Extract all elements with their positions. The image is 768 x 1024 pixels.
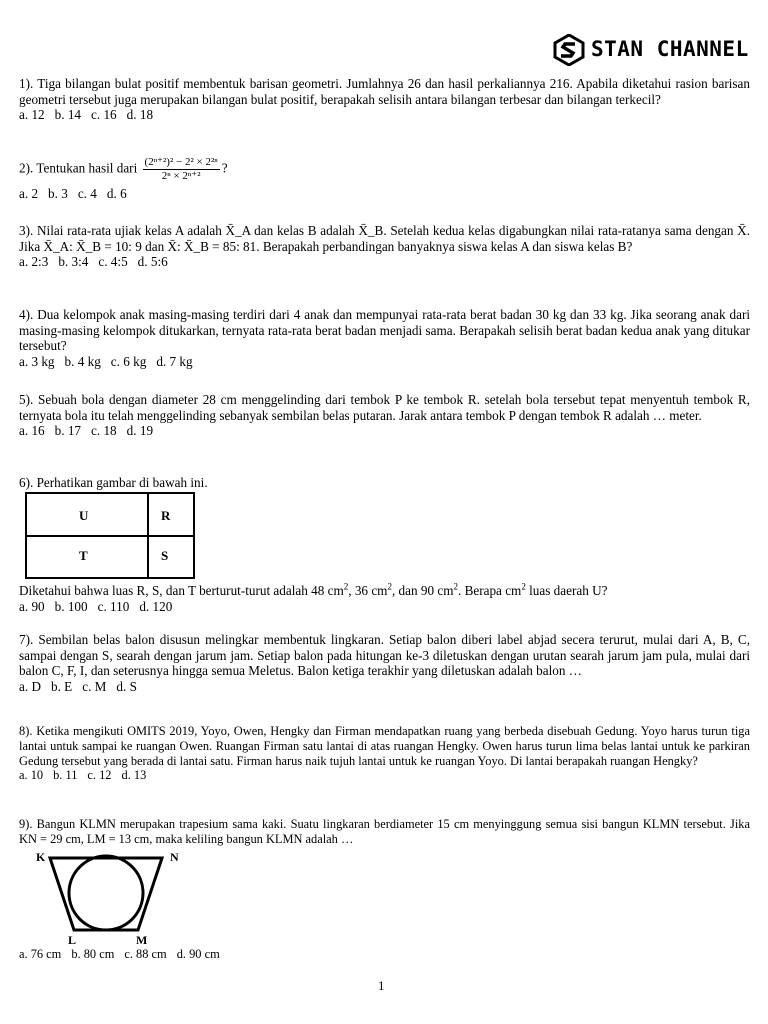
option-b: b. 4 kg: [64, 353, 101, 369]
option-a: a. 3 kg: [19, 353, 55, 369]
question-text: Tiga bilangan bulat positif membentuk barisan geometri. Jumlahnya 26 dan hasil perkaliannya 216. Apabila diketahui rasion barisan geometri tersebut juga merupakan bilangan bulat positif, berapakah selisih antara bilangan terbesar dan bilangan terkecil?: [19, 76, 750, 107]
option-c: c. 4: [77, 186, 97, 201]
region-grid-figure: [25, 492, 195, 579]
question-number: 3).: [19, 223, 34, 238]
fraction-numerator: (2ⁿ⁺²)² − 2² × 2²ⁿ: [144, 156, 218, 168]
question-number: 2).: [19, 160, 34, 176]
answer-options: [19, 599, 750, 615]
region-s-label: S: [161, 548, 169, 563]
option-d: d. S: [116, 678, 137, 694]
question-text: Ketika mengikuti OMITS 2019, Yoyo, Owen, Hengky dan Firman mendapatkan ruang yang berbeda disebuah Gedung. Yoyo harus turun tiga lantai untuk sampai ke ruangan Owen. Ruangan Firman satu lantai di atas ruangan Hengky. Owen harus turun lima belas lantai untuk ke parkiran Gedung tersebut yang berada di lantai satu. Firman harus naik tujuh lantai untuk ke ruangan Yoyo. Di lantai berapakah ruangan Hengky?: [19, 724, 750, 768]
option-a: a. 90: [19, 598, 45, 614]
option-a: a. 76 cm: [19, 947, 62, 961]
option-d: d. 90 cm: [176, 947, 220, 961]
trapezoid-circle-figure: [30, 848, 190, 948]
option-c: c. 6 kg: [110, 353, 147, 369]
question-number: 1).: [19, 76, 34, 91]
question-5: [19, 392, 750, 439]
vertex-l-label: L: [68, 933, 77, 947]
page-number: 1: [378, 978, 385, 993]
question-6: [19, 583, 750, 614]
option-c: c. 18: [91, 423, 117, 439]
option-d: d. 7 kg: [156, 353, 193, 369]
question-number: 8).: [19, 724, 33, 738]
question-text: Perhatikan gambar di bawah ini.: [36, 475, 208, 490]
option-c: c. 12: [87, 768, 112, 783]
option-b: b. 14: [54, 107, 82, 123]
question-2: [19, 156, 750, 202]
option-a: a. D: [19, 678, 41, 694]
option-b: b. E: [50, 678, 73, 694]
option-c: c. 110: [97, 598, 130, 614]
answer-options: [19, 947, 750, 963]
brand-header: [553, 34, 749, 66]
option-d: d. 120: [139, 598, 173, 614]
question-6-intro: [19, 475, 750, 491]
option-a: a. 2: [19, 186, 39, 201]
region-t-label: T: [79, 548, 88, 563]
region-r-label: R: [161, 508, 171, 523]
answer-options: [19, 423, 750, 439]
answer-options: [19, 354, 750, 370]
question-8: [19, 724, 750, 783]
question-text: Sembilan belas balon disusun melingkar membentuk lingkaran. Setiap balon diberi label abjad secera terurut, mulai dari A, B, C, sampai dengan S, searah dengan jarum jam. Setiap balon pada hitungan ke-3 diletuskan dengan urutan searah jarum jam pula, mulai dari balon C, F, I, dan seterusnya hingga semua Meletus. Balon ketiga terakhir yang diletuskan adalah balon …: [19, 632, 751, 679]
option-a: a. 16: [19, 423, 45, 439]
option-a: a. 10: [19, 768, 44, 783]
answer-options: [19, 254, 750, 270]
s-hexagon-logo-icon: [553, 34, 585, 66]
fraction-denominator: 2ⁿ × 2ⁿ⁺²: [161, 170, 201, 182]
vertex-k-label: K: [36, 850, 46, 864]
option-b: b. 80 cm: [71, 947, 115, 961]
question-9-options: [19, 947, 750, 963]
option-b: b. 11: [53, 768, 78, 783]
option-c: c. 88 cm: [124, 947, 167, 961]
option-c: c. M: [82, 678, 107, 694]
answer-options: [19, 186, 750, 202]
question-number: 4).: [19, 307, 34, 322]
question-text: Nilai rata-rata ujiak kelas A adalah X̄_A dan kelas B adalah X̄_B. Setelah kedua kelas digabungkan nilai rata-ratanya sama dengan X̄. Jika X̄_A: X̄_B = 10: 9 dan X̄: X̄_B = 85: 81. Berapakah perbandingan banyaknya siswa kelas A dan siswa kelas B?: [19, 223, 750, 254]
question-number: 5).: [19, 392, 34, 407]
question-text: Sebuah bola dengan diameter 28 cm menggelinding dari tembok P ke tembok R. setelah bola tersebut tepat menyentuh tembok R, ternyata bola itu telah menggelinding sebanyak sembilan belas putaran. Jarak antara tembok P dengan tembok R adalah … meter.: [19, 392, 750, 423]
option-b: b. 3: [48, 186, 68, 201]
option-d: d. 13: [121, 768, 147, 783]
option-a: a. 12: [19, 107, 45, 123]
option-c: c. 16: [91, 107, 117, 123]
question-text: Tentukan hasil dari: [36, 160, 138, 176]
option-d: d. 19: [126, 423, 154, 439]
option-b: b. 100: [54, 598, 88, 614]
answer-options: [19, 679, 750, 695]
question-mark: ?: [221, 160, 228, 176]
answer-options: [19, 768, 750, 783]
question-number: 6).: [19, 475, 34, 490]
option-b: b. 3:4: [58, 254, 89, 270]
question-number: 9).: [19, 817, 33, 831]
option-a: a. 2:3: [19, 254, 49, 270]
question-1: [19, 76, 750, 123]
vertex-m-label: M: [136, 933, 148, 947]
question-text: Diketahui bahwa luas R, S, dan T berturut-turut adalah 48 $cm^2$, 36 $cm^2$, dan 90 $cm^2$. Berapa $cm^2$ luas daerah U?: [19, 581, 608, 598]
question-number: 7).: [19, 632, 34, 647]
region-u-label: U: [79, 508, 89, 523]
question-text: Bangun KLMN merupakan trapesium sama kaki. Suatu lingkaran berdiameter 15 cm menyinggung semua sisi bangun KLMN tersebut. Jika KN = 29 cm, LM = 13 cm, maka keliling bangun KLMN adalah …: [19, 817, 750, 846]
vertex-n-label: N: [170, 850, 179, 864]
option-d: d. 5:6: [137, 254, 168, 270]
question-4: [19, 307, 750, 369]
question-text: Dua kelompok anak masing-masing terdiri dari 4 anak dan mempunyai rata-rata berat badan 30 kg dan 33 kg. Jika seorang anak dari masing-masing kelompok ditukarkan, ternyata rata-rata berat badan menjadi sama. Berapakah selisih berat badan kedua anak yang ditukar tersebut?: [19, 307, 751, 354]
option-b: b. 17: [54, 423, 82, 439]
question-7: [19, 632, 750, 694]
option-c: c. 4:5: [98, 254, 128, 270]
question-9: [19, 817, 750, 847]
option-d: d. 6: [106, 186, 127, 201]
brand-name: STAN CHANNEL: [591, 37, 749, 62]
fraction-expression: [143, 156, 220, 183]
question-3: [19, 223, 750, 270]
option-d: d. 18: [126, 107, 154, 123]
answer-options: [19, 107, 750, 123]
